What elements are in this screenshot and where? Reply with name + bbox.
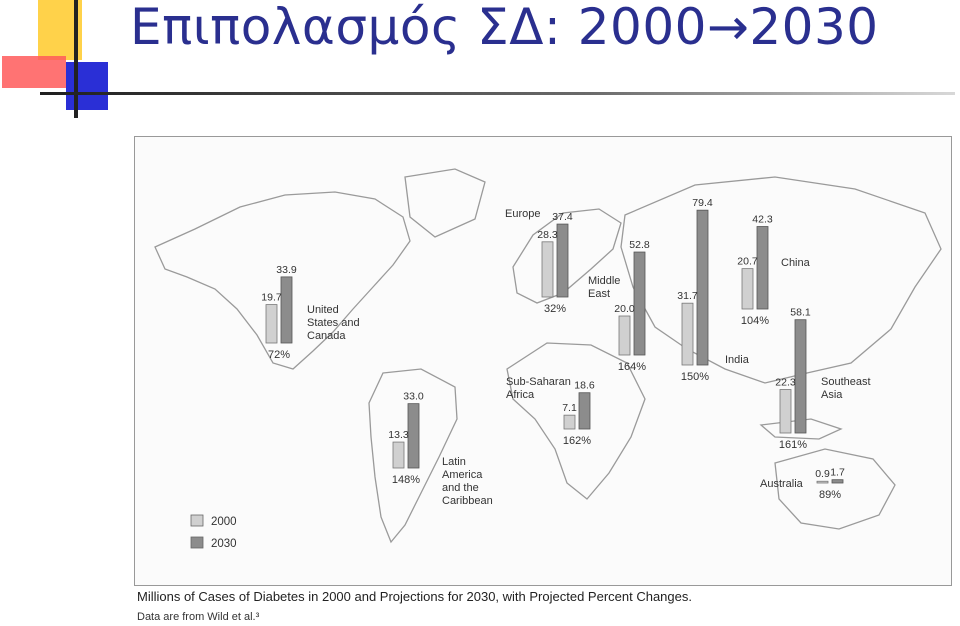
value-label-2030-united-states-and-canada: 33.9 xyxy=(276,263,297,276)
legend-swatch-2030 xyxy=(191,537,203,548)
bar-2030-europe xyxy=(557,224,568,297)
region-label-latin-america-and-the-caribbean-line4: Caribbean xyxy=(442,495,493,507)
region-label-southeast-asia-line1: Southeast xyxy=(821,376,871,388)
legend-swatch-2000 xyxy=(191,515,203,526)
region-label-latin-america-and-the-caribbean-line2: America xyxy=(442,469,483,481)
percent-change-europe: 32% xyxy=(543,303,567,315)
region-label-middle-east-line1: Middle xyxy=(588,275,621,287)
region-label-united-states-and-canada-line1: United xyxy=(307,304,339,316)
legend-label-2030: 2030 xyxy=(211,538,237,550)
region-label-sub-saharan-africa-line1: Sub-Saharan xyxy=(506,376,571,388)
bar-2030-southeast-asia xyxy=(795,320,806,433)
value-label-2000-middle-east: 20.0 xyxy=(614,303,635,315)
legend-label-2000: 2000 xyxy=(211,516,237,528)
bar-2000-australia xyxy=(817,481,828,483)
region-label-united-states-and-canada-line2: States and xyxy=(307,317,360,329)
region-label-sub-saharan-africa-line2: Africa xyxy=(506,389,535,401)
region-label-europe-line1: Europe xyxy=(505,208,541,220)
diabetes-world-map xyxy=(134,136,952,586)
value-label-2000-china: 20.7 xyxy=(737,255,758,268)
bar-2000-china xyxy=(742,269,753,309)
percent-change-china: 104% xyxy=(740,315,770,327)
value-label-2030-europe: 37.4 xyxy=(552,211,573,224)
bar-2030-china xyxy=(757,227,768,309)
figure-source: Data are from Wild et al.³ xyxy=(137,611,260,623)
bar-2000-india xyxy=(682,303,693,365)
percent-change-united-states-and-canada: 72% xyxy=(267,349,291,361)
region-label-middle-east-line2: East xyxy=(588,288,611,300)
region-label-united-states-and-canada-line3: Canada xyxy=(307,330,346,342)
bar-2030-middle-east xyxy=(634,252,645,355)
bar-2000-middle-east xyxy=(619,316,630,355)
region-label-australia-line1: Australia xyxy=(760,478,803,490)
value-label-2030-middle-east: 52.8 xyxy=(629,239,650,252)
value-label-2000-latin-america-and-the-caribbean: 13.3 xyxy=(388,429,409,442)
bar-2000-latin-america-and-the-caribbean xyxy=(393,442,404,468)
bar-2030-latin-america-and-the-caribbean xyxy=(408,404,419,468)
value-label-2030-australia: 1.7 xyxy=(830,466,845,479)
region-label-latin-america-and-the-caribbean-line1: Latin xyxy=(442,456,466,468)
value-label-2000-sub-saharan-africa: 7.1 xyxy=(562,402,577,415)
bar-2000-sub-saharan-africa xyxy=(564,415,575,429)
logo-red-block xyxy=(2,56,66,88)
legend xyxy=(191,515,237,550)
percent-change-india: 150% xyxy=(680,371,710,383)
value-label-2000-southeast-asia: 22.3 xyxy=(775,376,796,389)
bar-2000-europe xyxy=(542,242,553,297)
bar-2030-australia xyxy=(832,480,843,483)
region-label-china-line1: China xyxy=(781,257,810,269)
region-label-india-line1: India xyxy=(725,354,749,366)
percent-change-middle-east: 164% xyxy=(617,361,647,373)
bar-2000-united-states-and-canada xyxy=(266,305,277,343)
asia-outline xyxy=(621,177,941,383)
region-label-latin-america-and-the-caribbean-line3: and the xyxy=(442,482,479,494)
greenland-outline xyxy=(405,169,485,237)
bars-layer xyxy=(266,210,843,483)
logo-vertical-line xyxy=(74,0,78,118)
value-label-2000-europe: 28.3 xyxy=(537,228,558,241)
percent-change-latin-america-and-the-caribbean: 148% xyxy=(391,474,421,486)
bar-2030-united-states-and-canada xyxy=(281,277,292,343)
slide-title: Επιπολασμός ΣΔ: 2000→2030 xyxy=(130,0,879,56)
value-label-2000-australia: 0.9 xyxy=(815,468,830,481)
percent-change-australia: 89% xyxy=(818,489,842,501)
value-label-2030-india: 79.4 xyxy=(692,197,713,210)
percent-change-southeast-asia: 161% xyxy=(778,439,808,451)
value-label-2000-united-states-and-canada: 19.7 xyxy=(261,291,282,304)
map-chart xyxy=(135,137,951,585)
value-label-2000-india: 31.7 xyxy=(677,290,698,303)
bar-2030-india xyxy=(697,210,708,365)
bar-2030-sub-saharan-africa xyxy=(579,393,590,429)
value-label-2030-china: 42.3 xyxy=(752,213,773,226)
bar-2000-southeast-asia xyxy=(780,390,791,433)
percent-change-sub-saharan-africa: 162% xyxy=(562,435,592,447)
value-label-2030-sub-saharan-africa: 18.6 xyxy=(574,379,595,392)
slide-logo xyxy=(0,0,130,125)
title-divider xyxy=(40,92,955,95)
figure-caption: Millions of Cases of Diabetes in 2000 and Projections for 2030, with Projected Percent Changes. xyxy=(137,589,692,604)
value-label-2030-southeast-asia: 58.1 xyxy=(790,306,811,319)
value-label-2030-latin-america-and-the-caribbean: 33.0 xyxy=(403,390,424,403)
region-label-southeast-asia-line2: Asia xyxy=(821,389,843,401)
logo-blue-block xyxy=(66,62,108,110)
